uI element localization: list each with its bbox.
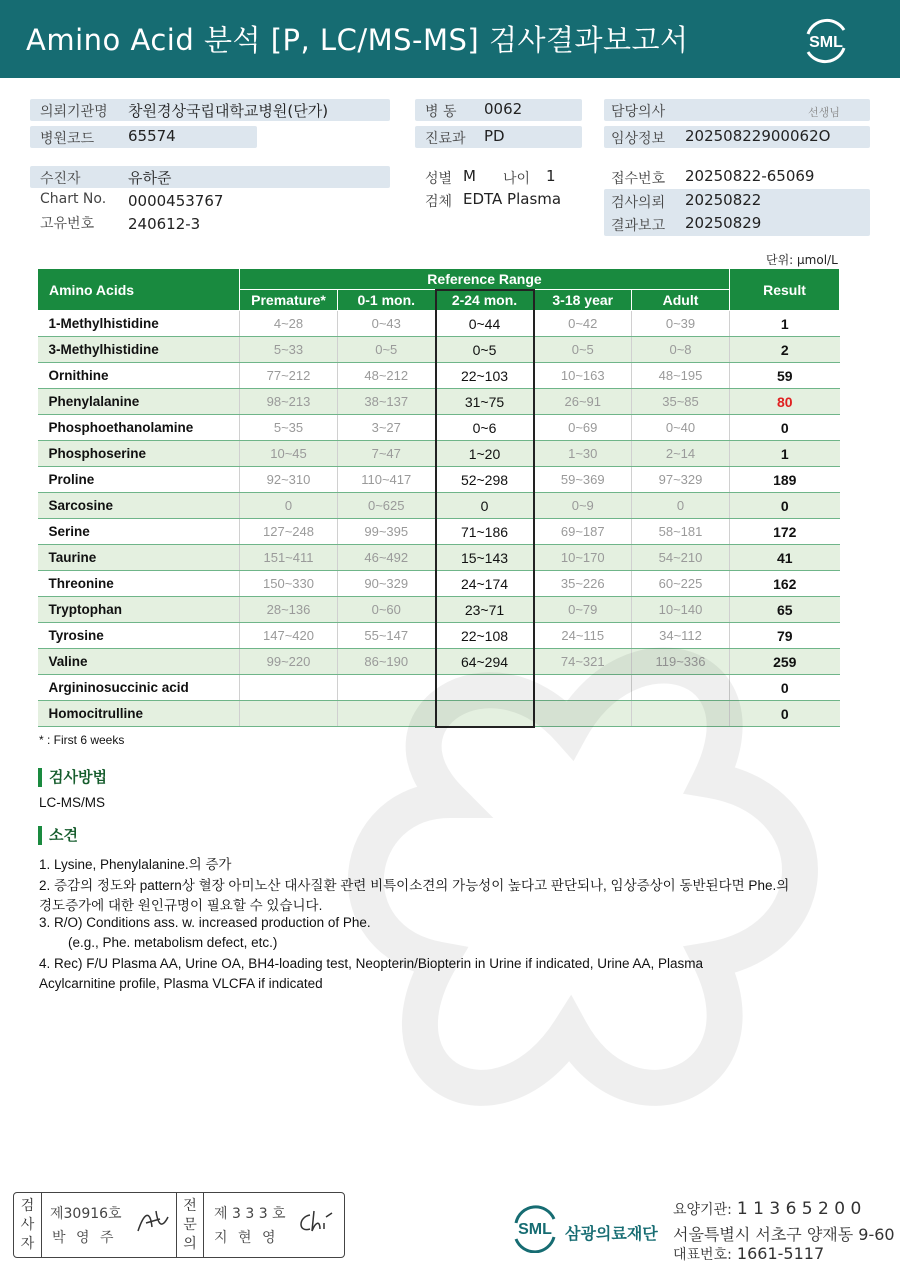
col-header-result: Result <box>730 269 840 311</box>
reference-range-cell: 99~395 <box>338 519 436 545</box>
org-phone: 1661-5117 <box>736 1244 825 1263</box>
specialist-signature-icon <box>296 1207 336 1237</box>
table-row <box>38 467 840 493</box>
examiner-label <box>14 1193 42 1257</box>
reference-range-cell: 69~187 <box>534 519 632 545</box>
table-row <box>38 389 840 415</box>
findings-line: (e.g., Phe. metabolism defect, etc.) <box>68 935 278 950</box>
reference-range-cell: 10~140 <box>632 597 730 623</box>
result-value: 41 <box>730 545 840 571</box>
specialist-label-text: 전문의 <box>183 1198 197 1252</box>
amino-acid-name: Phenylalanine <box>38 389 240 415</box>
reference-range-cell: 97~329 <box>632 467 730 493</box>
reference-range-cell: 0~69 <box>534 415 632 441</box>
reference-range-cell: 71~186 <box>436 519 534 545</box>
table-row <box>38 363 840 389</box>
findings-title: 소견 <box>38 826 78 845</box>
reference-range-cell: 0~8 <box>632 337 730 363</box>
amino-acid-name: Taurine <box>38 545 240 571</box>
col-header-ref-4: Adult <box>632 290 730 311</box>
col-header-ref-0: Premature* <box>240 290 338 311</box>
result-value: 0 <box>730 415 840 441</box>
result-value: 1 <box>730 311 840 337</box>
result-value: 65 <box>730 597 840 623</box>
reference-range-cell: 92~310 <box>240 467 338 493</box>
reference-range-cell: 0~39 <box>632 311 730 337</box>
reference-range-cell: 147~420 <box>240 623 338 649</box>
reference-range-cell: 23~71 <box>436 597 534 623</box>
clinical-label: 임상정보 <box>611 131 666 147</box>
table-row <box>38 415 840 441</box>
amino-acid-name: 3-Methylhistidine <box>38 337 240 363</box>
reference-range-cell <box>240 701 338 727</box>
reference-range-cell: 4~28 <box>240 311 338 337</box>
table-footnote: * : First 6 weeks <box>39 733 125 747</box>
reference-range-cell: 0~6 <box>436 415 534 441</box>
specialist-label <box>176 1193 204 1257</box>
reference-range-cell: 24~115 <box>534 623 632 649</box>
report-title: Amino Acid 분석 [P, LC/MS-MS] 검사결과보고서 <box>26 23 689 57</box>
table-row <box>38 545 840 571</box>
org-code: 1 1 3 6 5 2 0 0 <box>736 1199 862 1219</box>
reference-range-cell: 99~220 <box>240 649 338 675</box>
request-value: 20250822 <box>685 191 762 209</box>
receipt-label: 접수번호 <box>611 171 666 187</box>
reference-range-cell: 26~91 <box>534 389 632 415</box>
findings-line: 경도증가에 대한 원인규명이 필요할 수 있습니다. <box>39 898 323 913</box>
result-value: 1 <box>730 441 840 467</box>
amino-acid-name: Sarcosine <box>38 493 240 519</box>
doctor-suffix: 선생님 <box>808 106 840 119</box>
reference-range-cell: 58~181 <box>632 519 730 545</box>
amino-acid-name: Proline <box>38 467 240 493</box>
specimen-label: 검체 <box>425 194 453 210</box>
reference-range-cell: 0 <box>240 493 338 519</box>
reference-range-cell: 0 <box>632 493 730 519</box>
result-value: 162 <box>730 571 840 597</box>
findings-line: 2. 증감의 정도와 pattern상 혈장 아미노산 대사질환 관련 비특이소견의 가능성이 높다고 판단되나, 임상증상이 동반된다면 Phe.의 <box>39 878 790 893</box>
org-code-line <box>673 1199 861 1219</box>
age-value: 1 <box>546 167 556 185</box>
col-header-ref-2: 2-24 mon. <box>436 290 534 311</box>
result-value: 80 <box>730 389 840 415</box>
uid-label: 고유번호 <box>40 216 95 232</box>
examiner-label-text: 검사자 <box>20 1198 35 1252</box>
result-value: 79 <box>730 623 840 649</box>
reference-range-cell: 0~44 <box>436 311 534 337</box>
reference-range-cell: 127~248 <box>240 519 338 545</box>
reference-range-cell: 54~210 <box>632 545 730 571</box>
specialist-name: 지 현 영 <box>214 1230 279 1246</box>
reference-range-cell: 5~33 <box>240 337 338 363</box>
amino-acid-name: Tryptophan <box>38 597 240 623</box>
age-label: 나이 <box>503 171 531 187</box>
hospital-label: 의뢰기관명 <box>40 104 108 120</box>
result-value: 189 <box>730 467 840 493</box>
reference-range-cell: 0~40 <box>632 415 730 441</box>
reference-range-cell: 150~330 <box>240 571 338 597</box>
reference-range-cell: 24~174 <box>436 571 534 597</box>
reference-range-cell: 31~75 <box>436 389 534 415</box>
dept-label: 진료과 <box>425 131 466 147</box>
reference-range-cell: 48~212 <box>338 363 436 389</box>
table-row <box>38 337 840 363</box>
findings-line: 1. Lysine, Phenylalanine.의 증가 <box>39 857 232 872</box>
reference-range-cell: 98~213 <box>240 389 338 415</box>
table-row <box>38 519 840 545</box>
table-row <box>38 441 840 467</box>
reference-range-cell: 0~42 <box>534 311 632 337</box>
hospital-name: 창원경상국립대학교병원(단가) <box>128 102 329 120</box>
uid-value: 240612-3 <box>128 215 201 233</box>
org-address: 서울특별시 서초구 양재동 9-60 <box>673 1225 895 1244</box>
reference-range-cell: 0~43 <box>338 311 436 337</box>
reference-range-cell: 64~294 <box>436 649 534 675</box>
reference-range-cell: 48~195 <box>632 363 730 389</box>
reference-range-cell: 90~329 <box>338 571 436 597</box>
result-value: 2 <box>730 337 840 363</box>
reference-range-cell: 5~35 <box>240 415 338 441</box>
patient-name: 유하준 <box>128 169 172 187</box>
unit-label: 단위: μmol/L <box>766 253 838 267</box>
result-value: 0 <box>730 675 840 701</box>
reference-range-cell: 59~369 <box>534 467 632 493</box>
amino-acid-name: Tyrosine <box>38 623 240 649</box>
doctor-label: 담당의사 <box>611 104 666 120</box>
amino-acid-name: 1-Methylhistidine <box>38 311 240 337</box>
reference-range-cell: 0~79 <box>534 597 632 623</box>
reference-range-cell: 22~108 <box>436 623 534 649</box>
amino-acid-name: Threonine <box>38 571 240 597</box>
reference-range-cell: 110~417 <box>338 467 436 493</box>
reference-range-cell: 86~190 <box>338 649 436 675</box>
reference-range-cell: 38~137 <box>338 389 436 415</box>
reference-range-cell: 28~136 <box>240 597 338 623</box>
reference-range-cell: 10~163 <box>534 363 632 389</box>
reference-range-cell: 2~14 <box>632 441 730 467</box>
reference-range-cell <box>240 675 338 701</box>
reference-range-cell: 0~625 <box>338 493 436 519</box>
reference-range-cell: 0~9 <box>534 493 632 519</box>
watermark-icon <box>330 580 890 1180</box>
reference-range-cell: 151~411 <box>240 545 338 571</box>
findings-line: 4. Rec) F/U Plasma AA, Urine OA, BH4-loading test, Neopterin/Biopterin in Urine if indicated, Urine AA, Plasma <box>39 956 704 971</box>
org-code-label: 요양기관: <box>673 1202 732 1218</box>
reference-range-cell: 22~103 <box>436 363 534 389</box>
method-title: 검사방법 <box>38 768 107 787</box>
result-value: 172 <box>730 519 840 545</box>
reference-range-cell: 46~492 <box>338 545 436 571</box>
reference-range-cell: 35~85 <box>632 389 730 415</box>
org-logo-icon <box>510 1203 560 1253</box>
patient-label: 수진자 <box>40 171 81 187</box>
ward-label: 병 동 <box>425 104 457 120</box>
specimen-value: EDTA Plasma <box>463 190 562 208</box>
result-value: 0 <box>730 701 840 727</box>
reference-range-cell: 15~143 <box>436 545 534 571</box>
report-header <box>0 0 900 78</box>
hospital-code: 65574 <box>128 127 176 145</box>
reference-range-cell: 1~30 <box>534 441 632 467</box>
findings-line: Acylcarnitine profile, Plasma VLCFA if indicated <box>39 976 323 991</box>
table-row <box>38 311 840 337</box>
reference-range-cell: 60~225 <box>632 571 730 597</box>
amino-acid-name: Phosphoserine <box>38 441 240 467</box>
col-header-reference-range: Reference Range <box>240 269 730 290</box>
org-logo-text: SML <box>518 1221 552 1238</box>
logo-text: SML <box>809 34 843 51</box>
sex-label: 성별 <box>425 171 453 187</box>
amino-acid-name: Argininosuccinic acid <box>38 675 240 701</box>
amino-acid-name: Homocitrulline <box>38 701 240 727</box>
reference-range-cell: 7~47 <box>338 441 436 467</box>
specialist-number: 제 3 3 3 호 <box>214 1206 286 1222</box>
amino-acid-name: Valine <box>38 649 240 675</box>
reference-range-cell: 55~147 <box>338 623 436 649</box>
org-phone-label: 대표번호: <box>673 1247 732 1263</box>
reference-range-cell: 0 <box>436 493 534 519</box>
reference-range-cell: 35~226 <box>534 571 632 597</box>
table-row <box>38 493 840 519</box>
reference-range-cell: 119~336 <box>632 649 730 675</box>
report-label: 결과보고 <box>611 218 666 234</box>
findings-line: 3. R/O) Conditions ass. w. increased production of Phe. <box>39 915 371 930</box>
request-label: 검사의뢰 <box>611 195 666 211</box>
code-label: 병원코드 <box>40 131 95 147</box>
reference-range-cell: 74~321 <box>534 649 632 675</box>
receipt-value: 20250822-65069 <box>685 167 815 185</box>
clinical-value: 20250822900062O <box>685 127 831 145</box>
reference-range-cell: 0~5 <box>338 337 436 363</box>
amino-acid-name: Ornithine <box>38 363 240 389</box>
org-phone-line <box>673 1244 824 1264</box>
reference-range-cell: 52~298 <box>436 467 534 493</box>
org-name: 삼광의료재단 <box>565 1224 658 1243</box>
result-value: 259 <box>730 649 840 675</box>
reference-range-cell: 10~170 <box>534 545 632 571</box>
examiner-signature-icon <box>134 1205 174 1237</box>
report-value: 20250829 <box>685 214 762 232</box>
amino-acid-name: Serine <box>38 519 240 545</box>
reference-range-cell: 1~20 <box>436 441 534 467</box>
signature-box <box>13 1192 345 1258</box>
examiner-name: 박 영 주 <box>52 1230 117 1246</box>
col-header-amino-acids: Amino Acids <box>38 269 240 311</box>
reference-range-cell: 0~60 <box>338 597 436 623</box>
result-value: 59 <box>730 363 840 389</box>
reference-range-cell: 77~212 <box>240 363 338 389</box>
dept-value: PD <box>484 127 505 145</box>
reference-range-cell: 3~27 <box>338 415 436 441</box>
patient-row-bg <box>30 166 390 188</box>
result-value: 0 <box>730 493 840 519</box>
col-header-ref-1: 0-1 mon. <box>338 290 436 311</box>
reference-range-cell: 0~5 <box>534 337 632 363</box>
reference-range-cell: 10~45 <box>240 441 338 467</box>
reference-range-cell: 0~5 <box>436 337 534 363</box>
sex-value: M <box>463 167 476 185</box>
reference-range-cell: 34~112 <box>632 623 730 649</box>
sml-logo-icon <box>800 14 852 66</box>
method-text: LC-MS/MS <box>39 795 106 810</box>
ward-value: 0062 <box>484 100 523 118</box>
chart-number: 0000453767 <box>128 192 224 210</box>
col-header-ref-3: 3-18 year <box>534 290 632 311</box>
amino-acid-name: Phosphoethanolamine <box>38 415 240 441</box>
examiner-number: 제30916호 <box>50 1206 122 1222</box>
chart-label: Chart No. <box>40 191 107 207</box>
